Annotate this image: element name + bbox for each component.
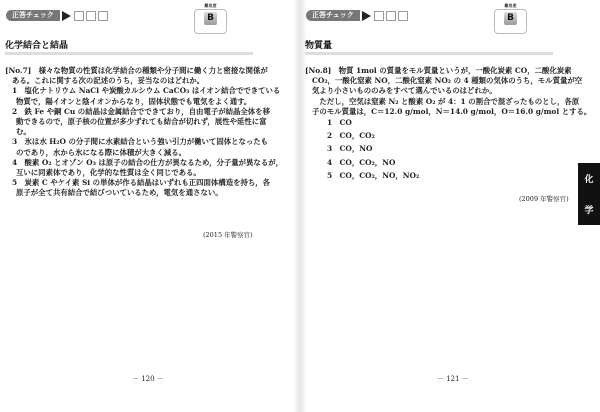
section-title: 物質量 xyxy=(305,38,553,55)
question-source: (2015 年警察官) xyxy=(203,231,253,239)
question-text-line: む。 xyxy=(16,127,31,137)
chapter-tab-char: 化 xyxy=(584,175,594,185)
question-text-line: 5 炭素 C やケイ素 Si の単体が作る結晶はいずれも正四面体構造を持ち，各 xyxy=(12,178,271,188)
answer-choice: 5 CO，CO₂，NO，NO₂ xyxy=(327,170,420,180)
question-text-line: 原子が全て共有結合で結びついているため，電気を通さない。 xyxy=(16,188,223,198)
answer-choice: 1 CO xyxy=(327,118,352,127)
check-box[interactable] xyxy=(74,11,84,21)
check-box[interactable] xyxy=(86,11,96,21)
question-text-line: ただし，空気は窒素 N₂ と酸素 O₂ が 4：1 の割合で混ざったものとし，各原 xyxy=(312,96,580,106)
question-text-line: 子のモル質量は，C＝12.0 g/mol，N＝14.0 g/mol，O＝16.0 g/mol とする。 xyxy=(312,106,592,116)
difficulty-label: 難易度 xyxy=(204,3,217,8)
answer-choice: 4 CO，CO₂，NO xyxy=(327,157,396,167)
check-box[interactable] xyxy=(374,11,384,21)
chapter-tab-char: 学 xyxy=(584,206,594,216)
check-box[interactable] xyxy=(98,11,108,21)
check-box[interactable] xyxy=(386,11,396,21)
page-number: － 120 － xyxy=(132,375,164,383)
question-text-line: 気より小さいもののみをすべて選んでいるのはどれか。 xyxy=(312,86,497,96)
question-text-start: [No.7] 様々な物質の性質は化学結合の種類や分子間に働く力と密接な関係が xyxy=(5,66,268,75)
question-source: (2009 年警察官) xyxy=(519,195,569,203)
question-text-line: 物質で，陽イオンと陰イオンからなり，固体状態でも電気をよく通す。 xyxy=(16,96,252,106)
answer-check-label: 正答チェック xyxy=(306,10,360,21)
question-text-line: 4 酸素 O₂ とオゾン O₃ は原子の結合の仕方が異なるため，分子量が異なるが， xyxy=(12,157,283,167)
answer-choice: 2 CO，CO₂ xyxy=(327,131,375,141)
question-text-line: のであり，水から氷になる際に体積が大きく減る。 xyxy=(16,147,186,157)
answer-choice: 3 CO，NO xyxy=(327,144,373,154)
section-title: 化学結合と結晶 xyxy=(5,38,253,55)
question-text-line: 1 塩化ナトリウム NaCl や炭酸カルシウム CaCO₃ はイオン結合でできている xyxy=(12,86,281,96)
difficulty-grade: B xyxy=(504,12,517,25)
question-text-line: 互いに同素体であり，化学的な性質は全く同じである。 xyxy=(16,168,201,177)
arrow-icon xyxy=(62,11,71,21)
answer-check xyxy=(306,10,410,21)
difficulty-grade: B xyxy=(204,12,217,25)
chapter-tab xyxy=(578,163,600,225)
difficulty-indicator xyxy=(494,3,527,34)
right-page xyxy=(300,0,600,412)
question-text-line: CO₂，一酸化窒素 NO，二酸化窒素 NO₂ の 4 種類の気体のうち，モル質量が空 xyxy=(312,76,583,86)
question-text-line: 3 氷は水 H₂O の分子間に水素結合という強い引力が働いて固体となったも xyxy=(12,137,269,147)
difficulty-indicator xyxy=(194,3,227,34)
page-number: － 121 － xyxy=(437,375,469,383)
question-text-line: 動できるので，原子核の位置が多少ずれても結合が切れず，展性や延性に富 xyxy=(16,117,267,126)
difficulty-label: 難易度 xyxy=(504,3,517,8)
question-text-start: [No.8] 物質 1mol の質量をモル質量というが，一酸化炭素 CO，二酸化炭素 xyxy=(305,66,572,75)
question-text-line: ある。これに関する次の記述のうち，妥当なのはどれか。 xyxy=(12,76,205,86)
question-text-line: 2 鉄 Fe や銅 Cu の結晶は金属結合でできており，自由電子が結晶全体を移 xyxy=(12,106,270,116)
arrow-icon xyxy=(362,11,371,21)
check-box[interactable] xyxy=(398,11,408,21)
answer-check xyxy=(6,10,110,21)
answer-check-label: 正答チェック xyxy=(6,10,60,21)
